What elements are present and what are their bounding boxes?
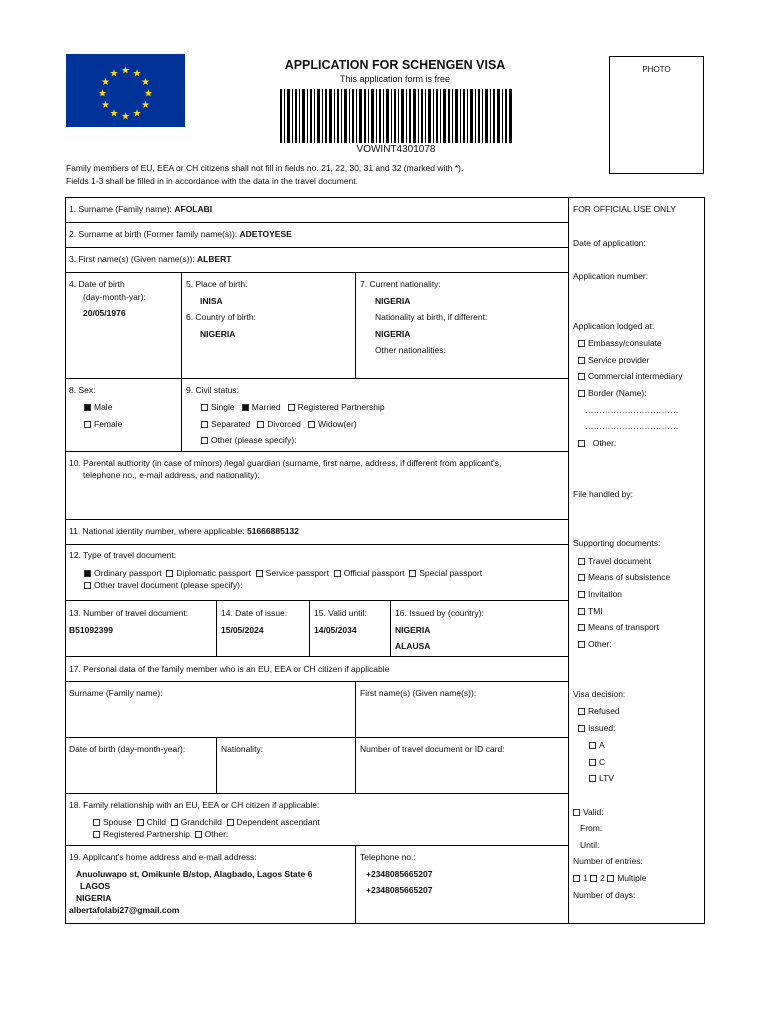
rel-child-label[interactable]: Child: [146, 817, 166, 827]
row-divider: [65, 793, 568, 794]
form-subtitle: This application form is free: [339, 74, 451, 84]
civil-status-row-3: [201, 435, 297, 445]
official-commercial-label: Commercial intermediary: [588, 371, 683, 381]
relationship-row-2: [93, 829, 228, 839]
svg-text:★: ★: [132, 68, 142, 80]
field-1-surname[interactable]: [69, 204, 212, 214]
checkbox-icon[interactable]: [195, 831, 202, 838]
rel-grandchild-label[interactable]: Grandchild: [180, 817, 222, 827]
official-use-header: FOR OFFICIAL USE ONLY: [573, 204, 676, 214]
row-divider: [65, 247, 568, 248]
row-divider: [65, 222, 568, 223]
field-11-national-id[interactable]: [69, 526, 299, 536]
official-valid-label: Valid:: [583, 807, 604, 817]
note-line-2: Fields 1-3 shall be filled in in accordance with the data in the travel document.: [66, 176, 358, 186]
doc-diplomatic-label[interactable]: Diplomatic passport: [176, 568, 251, 578]
official-other-label: Other:: [592, 438, 617, 448]
eu-flag-icon: [66, 54, 185, 127]
official-visa-a[interactable]: [589, 740, 605, 750]
svg-text:★: ★: [101, 100, 110, 111]
svg-text:★: ★: [144, 88, 153, 100]
row-divider: [65, 519, 568, 520]
field-2-label: 2. Surname at birth (Former family name(s)):: [69, 229, 238, 239]
checkbox-icon[interactable]: [201, 437, 208, 444]
official-means-transport[interactable]: [578, 622, 659, 632]
doc-ordinary-label[interactable]: Ordinary passport: [94, 568, 162, 578]
field-11-label: 11. National identity number, where applicable:: [69, 526, 245, 536]
checkbox-icon[interactable]: [334, 570, 341, 577]
row-divider: [65, 272, 568, 273]
field-8-label: 8. Sex:: [69, 385, 96, 395]
official-means-subsistence[interactable]: [578, 572, 670, 582]
barcode-number: VOWINT4301078: [356, 144, 436, 155]
photo-box: [609, 56, 704, 174]
col-divider: [216, 737, 217, 793]
email-value[interactable]: albertafolabi27@gmail.com: [69, 905, 180, 915]
checkbox-icon[interactable]: [578, 725, 585, 732]
checkbox-icon[interactable]: [607, 875, 614, 882]
checkbox-icon[interactable]: [573, 875, 580, 882]
doc-special-label[interactable]: Special passport: [419, 568, 483, 578]
official-travel-document[interactable]: [578, 556, 651, 566]
field-2-value: ADETOYESE: [239, 229, 292, 239]
checkbox-icon[interactable]: [227, 819, 234, 826]
checkbox-icon[interactable]: [409, 570, 416, 577]
checkbox-icon[interactable]: [578, 440, 585, 447]
field-1-value: AFOLABI: [174, 204, 213, 214]
note-line-1: Family members of EU, EEA or CH citizens shall not fill in fields no. 21, 22, 30, 31 and 32 (marked with *).: [66, 163, 464, 173]
field-2-surname-at-birth[interactable]: [69, 229, 292, 239]
official-embassy-label: Embassy/consulate: [588, 338, 662, 348]
official-service-provider-label: Service provider: [588, 355, 650, 365]
checkbox-icon[interactable]: [590, 875, 597, 882]
svg-text:★: ★: [141, 100, 150, 111]
checkbox-icon[interactable]: [578, 708, 585, 715]
civil-widow-label[interactable]: Widow(er): [317, 419, 357, 429]
field-7-value[interactable]: NIGERIA: [375, 296, 411, 306]
field-17-dob[interactable]: Date of birth (day-month-year):: [69, 744, 186, 754]
official-valid[interactable]: [573, 807, 604, 817]
field-11-value: 51666885132: [247, 526, 300, 536]
official-visa-decision: Visa decision:: [573, 689, 626, 699]
civil-married-label[interactable]: Married: [251, 402, 281, 412]
checkbox-icon[interactable]: [578, 390, 585, 397]
official-entries: Number of entries:: [573, 856, 643, 866]
field-6-label: 6. Country of birth:: [186, 312, 256, 322]
travel-doc-row-2: [84, 580, 242, 590]
svg-text:★: ★: [132, 108, 142, 120]
official-entries-multiple[interactable]: Multiple: [617, 873, 647, 883]
rel-partnership-label[interactable]: Registered Partnership: [103, 829, 190, 839]
official-means-subsistence-label: Means of subsistence: [588, 572, 671, 582]
relationship-row-1: [93, 817, 320, 827]
field-15-label: 15. Valid until:: [314, 608, 367, 618]
official-commercial[interactable]: [578, 371, 682, 381]
official-refused[interactable]: [578, 706, 620, 716]
official-entries-one[interactable]: 1: [583, 873, 588, 883]
official-supporting: Supporting documents:: [573, 538, 661, 548]
col-divider: [355, 681, 356, 793]
field-17-docnum[interactable]: Number of travel document or ID card:: [360, 744, 505, 754]
checkbox-icon[interactable]: [578, 373, 585, 380]
telephone-value-1[interactable]: +2348085665207: [366, 869, 433, 879]
form-title: APPLICATION FOR SCHENGEN VISA: [284, 58, 506, 72]
rel-ascendant-label[interactable]: Dependent ascendant: [236, 817, 320, 827]
official-visa-a-label: A: [599, 740, 605, 750]
official-lodged-at: Application lodged at:: [573, 321, 655, 331]
official-visa-ltv-label: LTV: [599, 773, 614, 783]
official-other[interactable]: [578, 438, 616, 448]
official-other-2[interactable]: [578, 639, 612, 649]
official-visa-c-label: C: [599, 757, 606, 767]
checkbox-icon[interactable]: [578, 608, 585, 615]
civil-partnership-label[interactable]: Registered Partnership: [297, 402, 385, 412]
civil-status-row-2: [201, 419, 357, 429]
official-column-divider: [568, 197, 569, 924]
field-12-label: 12. Type of travel document:: [69, 550, 177, 560]
checkbox-icon[interactable]: [288, 404, 295, 411]
official-invitation-label: Invitation: [588, 589, 623, 599]
official-application-number: Application number:: [573, 271, 649, 281]
field-3-value: ALBERT: [197, 254, 232, 264]
checkbox-checked-icon[interactable]: [84, 404, 91, 411]
checkbox-icon[interactable]: [589, 742, 596, 749]
checkbox-icon[interactable]: [257, 421, 264, 428]
official-until: Until:: [580, 840, 600, 850]
barcode-image: [280, 89, 512, 143]
official-issued-label: Issued:: [588, 723, 616, 733]
official-entries-two[interactable]: 2: [600, 873, 605, 883]
official-tmi-label: TMI: [588, 606, 603, 616]
official-service-provider[interactable]: [578, 355, 649, 365]
checkbox-icon[interactable]: [84, 582, 91, 589]
svg-text:★: ★: [101, 77, 110, 88]
address-line-2[interactable]: LAGOS: [80, 881, 111, 891]
sex-female-option[interactable]: [84, 419, 122, 429]
official-travel-document-label: Travel document: [588, 556, 651, 566]
official-from: From:: [580, 823, 603, 833]
official-border-dots-1: ……………………………: [585, 405, 679, 415]
field-16-value-1[interactable]: NIGERIA: [395, 625, 431, 635]
row-divider: [65, 544, 568, 545]
rel-spouse-label[interactable]: Spouse: [103, 817, 132, 827]
field-19-label: 19. Applicant's home address and e-mail address:: [69, 852, 257, 862]
official-border[interactable]: [578, 388, 647, 398]
svg-text:★: ★: [109, 108, 119, 120]
field-9-label: 9. Civil status:: [186, 385, 239, 395]
col-divider: [355, 845, 356, 924]
photo-label: PHOTO: [642, 65, 671, 74]
svg-text:★: ★: [109, 68, 119, 80]
official-tmi[interactable]: [578, 606, 603, 616]
address-line-3[interactable]: NIGERIA: [76, 893, 112, 903]
field-14-value[interactable]: 15/05/2024: [221, 625, 264, 635]
checkbox-icon[interactable]: [578, 574, 585, 581]
field-4-value[interactable]: 20/05/1976: [83, 308, 126, 318]
checkbox-icon[interactable]: [201, 404, 208, 411]
civil-single-label[interactable]: Single: [211, 402, 235, 412]
field-17-surname[interactable]: Surname (Family name):: [69, 688, 163, 698]
checkbox-icon[interactable]: [171, 819, 178, 826]
col-divider: [309, 600, 310, 656]
svg-text:★: ★: [141, 77, 150, 88]
checkbox-icon[interactable]: [578, 340, 585, 347]
official-visa-ltv[interactable]: [589, 773, 614, 783]
address-line-1[interactable]: Anuoluwapo st, Omikunle B/stop, Alagbado, Lagos State 6: [76, 869, 313, 879]
field-14-label: 14. Date of issue:: [221, 608, 288, 618]
telephone-label: Telephone no.:: [360, 852, 416, 862]
checkbox-icon[interactable]: [308, 421, 315, 428]
field-17-firstname[interactable]: First name(s) (Given name(s)):: [360, 688, 477, 698]
field-1-label: 1. Surname (Family name):: [69, 204, 172, 214]
checkbox-icon[interactable]: [578, 624, 585, 631]
doc-other-label[interactable]: Other travel document (please specify):: [94, 580, 243, 590]
field-13-value[interactable]: B51092399: [69, 625, 113, 635]
checkbox-icon[interactable]: [578, 591, 585, 598]
telephone-value-2[interactable]: +2348085665207: [366, 885, 433, 895]
official-embassy[interactable]: [578, 338, 662, 348]
field-17-nationality[interactable]: Nationality:: [221, 744, 264, 754]
row-divider: [65, 451, 568, 452]
checkbox-icon[interactable]: [589, 775, 596, 782]
row-divider: [65, 845, 568, 846]
checkbox-icon[interactable]: [201, 421, 208, 428]
field-5-label: 5. Place of birth:: [186, 279, 248, 289]
field-4-label: 4. Date of birth: [69, 279, 125, 289]
field-3-first-names[interactable]: [69, 254, 232, 264]
field-7-other-label: Other nationalities:: [375, 345, 446, 355]
field-7-label: 7. Current nationality:: [360, 279, 441, 289]
checkbox-checked-icon[interactable]: [242, 404, 249, 411]
official-entries-options: [573, 873, 647, 883]
official-border-dots-2: ……………………………: [585, 421, 679, 431]
field-7-birth-value[interactable]: NIGERIA: [375, 329, 411, 339]
rel-other-label[interactable]: Other:: [204, 829, 229, 839]
field-4-sublabel: (day-month-yar):: [83, 292, 146, 302]
svg-text:★: ★: [98, 88, 107, 100]
row-divider: [65, 378, 568, 379]
row-divider: [65, 681, 568, 682]
travel-doc-row-1: [84, 568, 482, 578]
checkbox-icon[interactable]: [573, 809, 580, 816]
civil-separated-label[interactable]: Separated: [211, 419, 251, 429]
official-other-2-label: Other:: [588, 639, 612, 649]
field-16-label: 16. Issued by (country):: [395, 608, 484, 618]
checkbox-icon[interactable]: [578, 641, 585, 648]
checkbox-icon[interactable]: [166, 570, 173, 577]
svg-text:★: ★: [121, 111, 130, 123]
sex-male-option[interactable]: [84, 402, 112, 412]
official-invitation[interactable]: [578, 589, 622, 599]
civil-divorced-label[interactable]: Divorced: [267, 419, 301, 429]
doc-official-label[interactable]: Official passport: [343, 568, 405, 578]
field-16-value-2[interactable]: ALAUSA: [395, 641, 431, 651]
doc-service-label[interactable]: Service passport: [265, 568, 329, 578]
sex-female-label: Female: [94, 419, 123, 429]
field-6-value[interactable]: NIGERIA: [200, 329, 236, 339]
checkbox-checked-icon[interactable]: [84, 570, 91, 577]
checkbox-icon[interactable]: [589, 759, 596, 766]
official-date-of-application: Date of application:: [573, 238, 646, 248]
field-10-label-line-1: 10. Parental authority (in case of minors) /legal guardian (surname, first name, address, if different from applicant's,: [69, 458, 502, 468]
official-means-transport-label: Means of transport: [588, 622, 659, 632]
checkbox-icon[interactable]: [84, 421, 91, 428]
col-divider: [181, 272, 182, 451]
checkbox-icon[interactable]: [93, 819, 100, 826]
civil-status-row-1: [201, 402, 385, 412]
checkbox-icon[interactable]: [137, 819, 144, 826]
checkbox-icon[interactable]: [578, 558, 585, 565]
field-15-value[interactable]: 14/05/2034: [314, 625, 357, 635]
official-file-handled: File handled by:: [573, 489, 634, 499]
svg-text:★: ★: [121, 65, 130, 77]
checkbox-icon[interactable]: [578, 357, 585, 364]
field-7-birth-label: Nationality at birth, if different:: [375, 312, 488, 322]
official-days: Number of days:: [573, 890, 636, 900]
field-17-label: 17. Personal data of the family member who is an EU, EEA or CH citizen if applicable: [69, 664, 390, 674]
official-border-label: Border (Name):: [588, 388, 647, 398]
col-divider: [355, 272, 356, 378]
field-3-label: 3. First name(s) (Given name(s)):: [69, 254, 195, 264]
col-divider: [390, 600, 391, 656]
official-visa-c[interactable]: [589, 757, 605, 767]
field-10-label-line-2: telephone no., e-mail address, and nationality):: [83, 470, 260, 480]
field-13-label: 13. Number of travel document:: [69, 608, 189, 618]
checkbox-icon[interactable]: [256, 570, 263, 577]
col-divider: [216, 600, 217, 656]
field-18-label: 18. Family relationship with an EU, EEA or CH citizen if applicable:: [69, 800, 320, 810]
row-divider: [65, 600, 568, 601]
sex-male-label: Male: [94, 402, 113, 412]
field-5-value[interactable]: INISA: [200, 296, 223, 306]
civil-other-label[interactable]: Other (please specify):: [211, 435, 297, 445]
row-divider: [65, 737, 568, 738]
row-divider: [65, 656, 568, 657]
official-refused-label: Refused: [588, 706, 620, 716]
checkbox-icon[interactable]: [93, 831, 100, 838]
official-issued[interactable]: [578, 723, 615, 733]
